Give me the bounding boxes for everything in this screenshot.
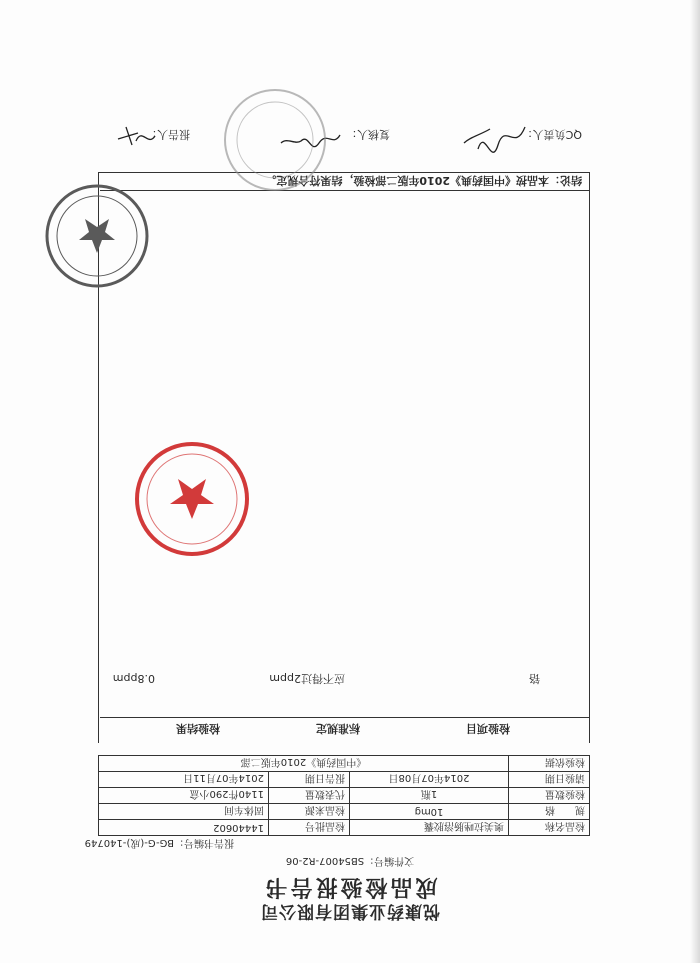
table-row: [99, 756, 590, 772]
header-result: 检验结果: [176, 722, 220, 735]
value-cell: 14440602: [99, 820, 269, 836]
value-cell: 固体车间: [99, 804, 269, 820]
report-number: 报告书编号：BG-G-(成)-140749: [84, 837, 234, 848]
label-cell: 检品批号: [269, 820, 350, 836]
label-cell: 检验数量: [509, 788, 590, 804]
reviewer-label: 复核人：: [346, 128, 390, 141]
reporter-label: 报告人：: [146, 128, 190, 141]
report-title: 成品检验报告书: [262, 874, 438, 899]
results-header-divider: [100, 717, 590, 718]
label-cell: 规 格: [509, 804, 590, 820]
value-cell: 10mg: [350, 804, 509, 820]
table-row: [99, 804, 590, 820]
faint-stamp: [220, 85, 330, 195]
label-cell: 检品来源: [269, 804, 350, 820]
header-item: 检验项目: [466, 722, 510, 735]
qc-head-signature: [460, 117, 530, 157]
conclusion-text: 结论：本品按《中国药典》2010年版二部检验，结果符合规定。: [265, 174, 582, 187]
table-row: [99, 772, 590, 788]
table-row: [99, 788, 590, 804]
inspection-stamp: [42, 181, 152, 291]
info-table: [98, 755, 590, 836]
result-value: 0.8ppm: [112, 672, 155, 685]
label-cell: 检验依据: [509, 756, 590, 772]
result-standard: 应不得过2ppm: [269, 672, 345, 685]
label-cell: 请验日期: [509, 772, 590, 788]
header-standard: 标准规定: [316, 722, 360, 735]
table-row: [99, 820, 590, 836]
conclusion-divider: [100, 190, 590, 191]
label-cell: 检品名称: [509, 820, 590, 836]
company-name: 悦康药业集团有限公司: [260, 901, 440, 921]
value-cell: 1140件290小盒: [99, 788, 269, 804]
quality-assurance-seal: [132, 439, 252, 559]
scan-edge-shadow: [690, 0, 700, 963]
label-cell: 代表数量: [269, 788, 350, 804]
label-cell: 报告日期: [269, 772, 350, 788]
value-cell: 2014年07月08日: [350, 772, 509, 788]
value-cell: 《中国药典》2010年版二部: [99, 756, 509, 772]
document-number: 文件编号：SB54007-R2-06: [285, 855, 415, 866]
qc-head-label: QC负责人：: [521, 128, 582, 141]
result-item: 铬: [529, 672, 540, 685]
reporter-signature: [110, 121, 160, 151]
value-cell: 1瓶: [350, 788, 509, 804]
value-cell: 奥美拉唑肠溶胶囊: [350, 820, 509, 836]
value-cell: 2014年07月11日: [99, 772, 269, 788]
